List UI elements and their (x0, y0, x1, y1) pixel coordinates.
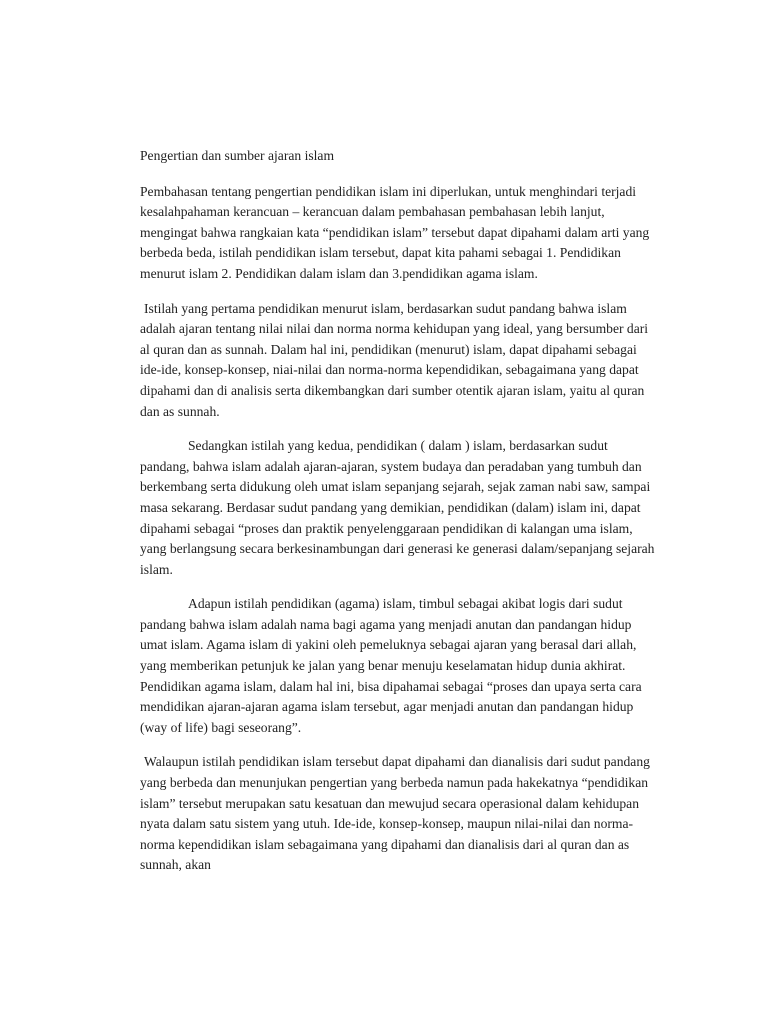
document-body (140, 146, 660, 890)
paragraph-3: Sedangkan istilah yang kedua, pendidikan ( dalam ) islam, berdasarkan sudut pandang, bahwa islam adalah ajaran-ajaran, system budaya dan peradaban yang tumbuh dan berkembang serta didukung oleh umat islam sepanjang sejarah, sejak zaman nabi saw, sampai masa sekarang. Berdasar sudut pandang yang demikian, pendidikan (dalam) islam ini, dapat dipahami sebagai “proses dan praktik penyelenggaraan pendidikan di kalangan uma islam, yang berlangsung secara berkesinambungan dari generasi ke generasi dalam/sepanjang sejarah islam. (140, 438, 655, 577)
paragraph-5: Walaupun istilah pendidikan islam tersebut dapat dipahami dan dianalisis dari sudut pandang yang berbeda dan menunjukan pengertian yang berbeda namun pada hakekatnya “pendidikan islam” tersebut merupakan satu kesatuan dan mewujud secara operasional dalam kehidupan nyata dalam satu sistem yang utuh. Ide-ide, konsep-konsep, maupun nilai-nilai dan norma-norma kependidikan islam sebagaimana yang dipahami dan dianalisis dari al quran dan as sunnah, akan (140, 754, 650, 873)
document-title: Pengertian dan sumber ajaran islam (140, 148, 335, 163)
paragraph-2: Istilah yang pertama pendidikan menurut islam, berdasarkan sudut pandang bahwa islam adalah ajaran tentang nilai nilai dan norma norma kehidupan yang ideal, yang bersumber dari al quran dan as sunnah. Dalam hal ini, pendidikan (menurut) islam, dapat dipahami sebagai ide-ide, konsep-konsep, niai-nilai dan norma-norma kependidikan, sebagaimana yang dapat dipahami dan di analisis serta dikembangkan dari sumber otentik ajaran islam, yaitu al quran dan as sunnah. (140, 300, 649, 419)
paragraph-4: Adapun istilah pendidikan (agama) islam, timbul sebagai akibat logis dari sudut pandang bahwa islam adalah nama bagi agama yang menjadi anutan dan pandangan hidup umat islam. Agama islam di yakini oleh pemeluknya sebagai ajaran yang berasal dari allah, yang memberikan petunjuk ke jalan yang benar menuju keselamatan hidup dunia akhirat. Pendidikan agama islam, dalam hal ini, bisa dipahamai sebagai “proses dan upaya serta cara mendidikan ajaran-ajaran agama islam tersebut, agar menjadi anutan dan pandangan hidup (way of life) bagi seseorang”. (140, 596, 642, 735)
paragraph-1: Pembahasan tentang pengertian pendidikan islam ini diperlukan, untuk menghindari terjadi kesalahpahaman kerancuan – kerancuan dalam pembahasan pembahasan lebih lanjut, mengingat bahwa rangkaian kata “pendidikan islam” tersebut dapat dipahami dalam arti yang berbeda beda, istilah pendidikan islam tersebut, dapat kita pahami sebagai 1. Pendidikan menurut islam 2. Pendidikan dalam islam dan 3.pendidikan agama islam. (140, 183, 650, 281)
